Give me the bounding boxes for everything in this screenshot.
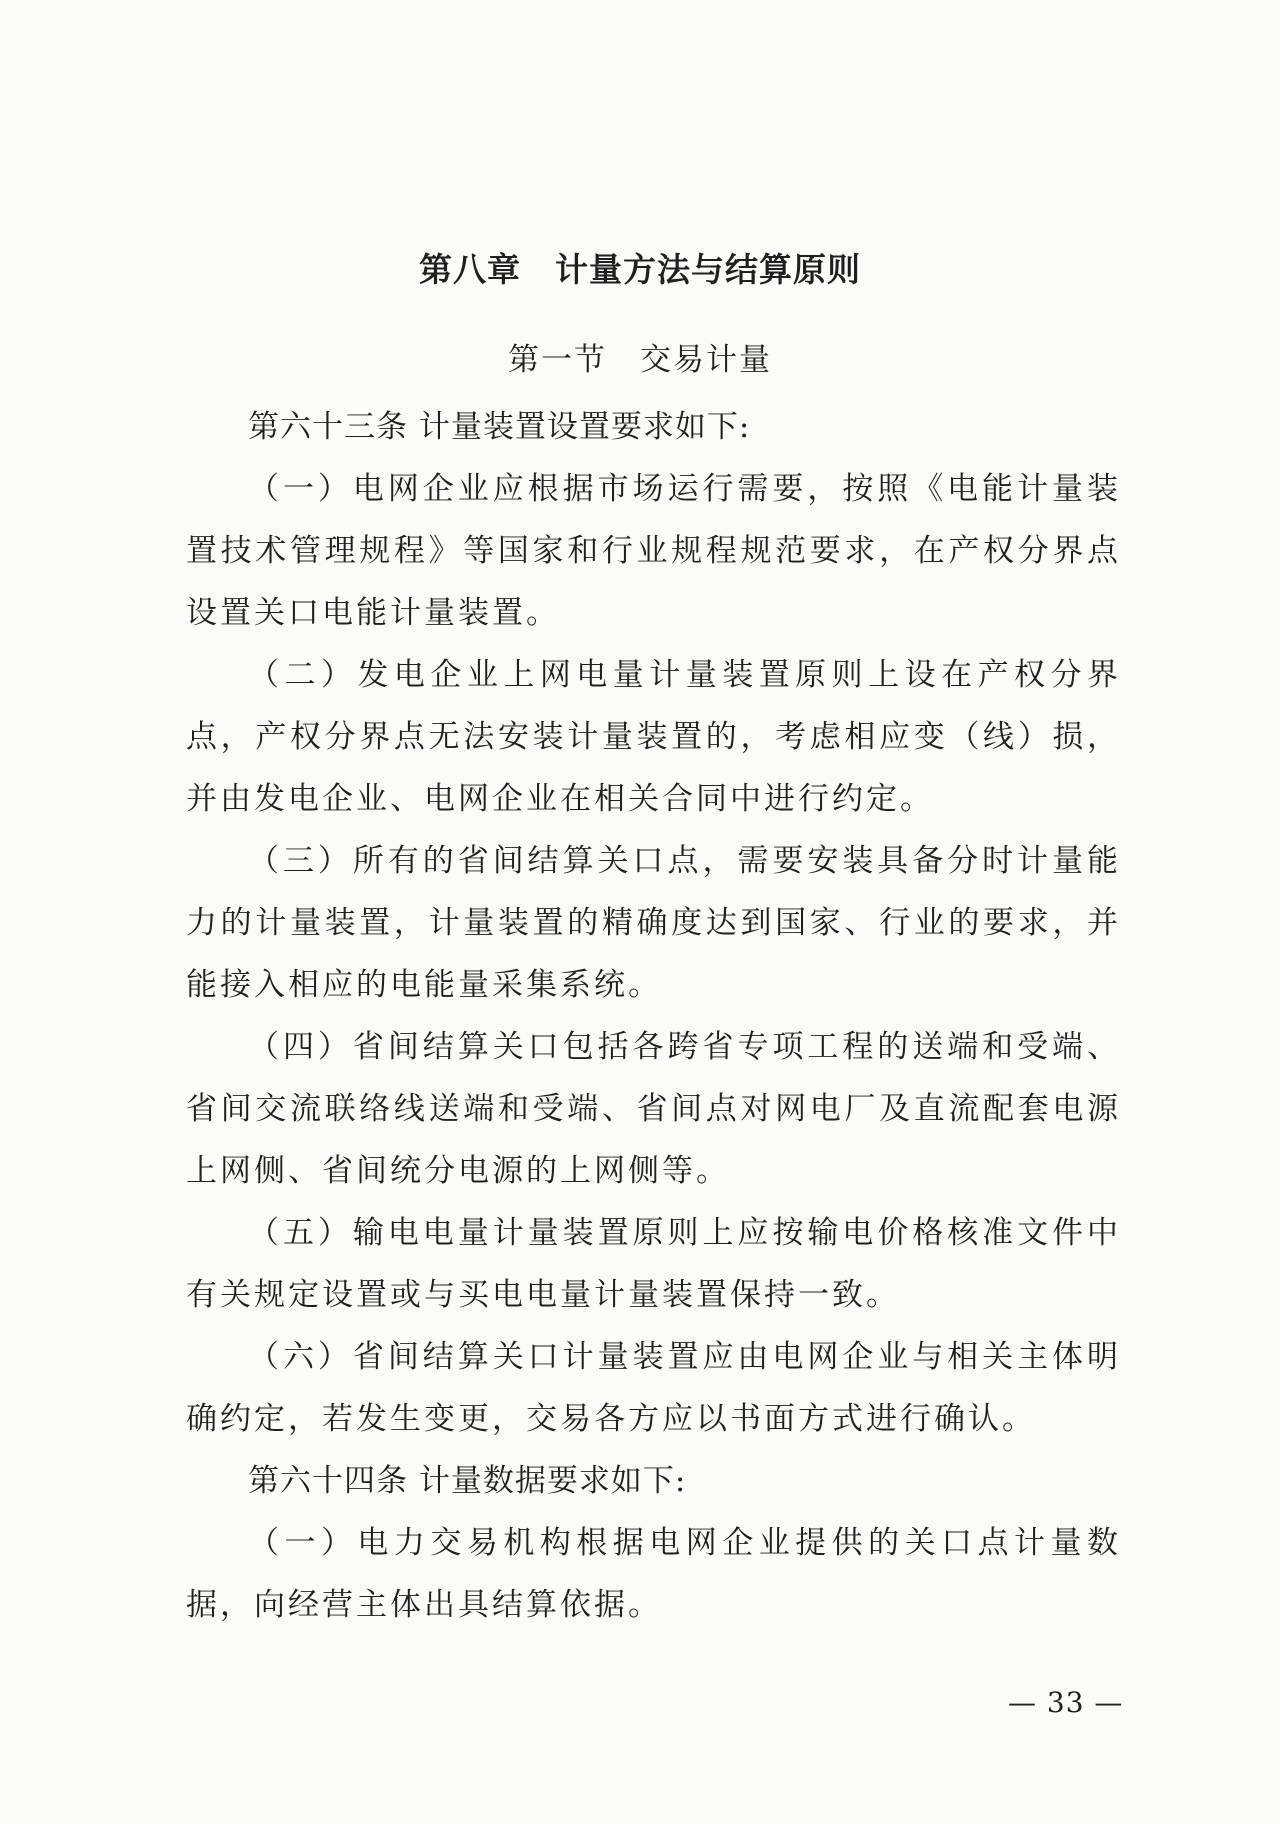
article-64-heading: 第六十四条 计量数据要求如下:	[248, 1463, 687, 1499]
article-63-item-2: （二）发电企业上网电量计量装置原则上设在产权分界点，产权分界点无法安装计量装置的，考虑相应变（线）损，并由发电企业、电网企业在相关合同中进行约定。	[186, 657, 1121, 817]
body-text	[186, 396, 1121, 1636]
article-63-item-6: （六）省间结算关口计量装置应由电网企业与相关主体明确约定，若发生变更，交易各方应以书面方式进行确认。	[186, 1339, 1121, 1437]
section-title: 第一节 交易计量	[508, 342, 772, 378]
article-63-item-4: （四）省间结算关口包括各跨省专项工程的送端和受端、省间交流联络线送端和受端、省间点对网电厂及直流配套电源上网侧、省间统分电源的上网侧等。	[186, 1029, 1121, 1189]
article-63-item-5: （五）输电电量计量装置原则上应按输电价格核准文件中有关规定设置或与买电电量计量装置保持一致。	[186, 1215, 1121, 1313]
article-63-heading: 第六十三条 计量装置设置要求如下:	[248, 409, 751, 445]
article-63-item-1: （一）电网企业应根据市场运行需要，按照《电能计量装置技术管理规程》等国家和行业规程规范要求，在产权分界点设置关口电能计量装置。	[186, 471, 1121, 631]
chapter-title: 第八章 计量方法与结算原则	[419, 250, 861, 289]
page-number: — 33 —	[1008, 1686, 1124, 1719]
article-64-item-1: （一）电力交易机构根据电网企业提供的关口点计量数据，向经营主体出具结算依据。	[186, 1525, 1121, 1623]
article-63-item-3: （三）所有的省间结算关口点，需要安装具备分时计量能力的计量装置，计量装置的精确度达到国家、行业的要求，并能接入相应的电能量采集系统。	[186, 843, 1121, 1003]
